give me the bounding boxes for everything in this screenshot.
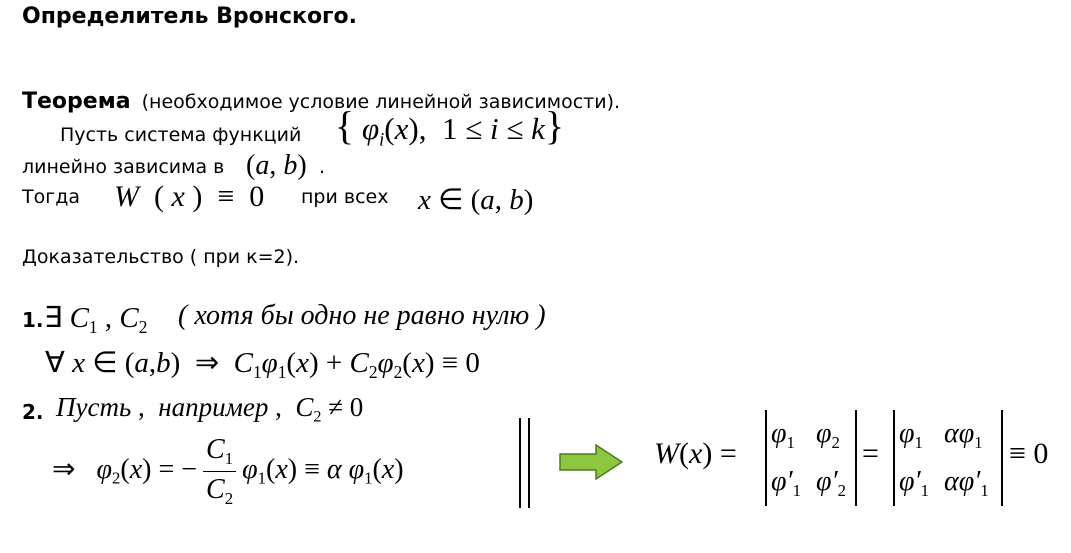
for-all-formula: x ∈ (a, b) <box>418 184 534 216</box>
interval-formula: (a, b) <box>246 150 307 181</box>
equals-sign: = <box>862 437 879 470</box>
theorem-line2-text: линейно зависима в <box>22 156 225 178</box>
step2-text: Пусть , например , $C_2 \ne 0$ <box>56 392 364 426</box>
for-all-label: при всех <box>301 186 389 208</box>
c1-over-c2-fraction: $\frac{C_1}{C_2}$ <box>203 434 236 509</box>
det1-r1c1: $\varphi_1$ <box>771 418 795 452</box>
det2-r1c2: $\alpha\varphi_1$ <box>944 418 983 452</box>
det1-r2c1: $\varphi'_1$ <box>771 466 802 500</box>
step1-note: ( хотя бы одно не равно нулю ) <box>178 300 546 331</box>
step1-line2-formula: ∀ x ∈ (a,b) ⇒ $C_1\varphi_1(x) + C_2\varphi_2(x) \equiv 0$ <box>45 347 480 383</box>
arrow-right-icon <box>558 443 624 481</box>
identically-zero: ≡ 0 <box>1009 437 1049 470</box>
det2-r2c1: $\varphi'_1$ <box>899 466 930 500</box>
conclusion-wronskian: W(x) = <box>654 437 737 470</box>
step1-label: 1. <box>22 308 44 332</box>
page-title: Определитель Вронского. <box>22 4 358 29</box>
step2-formula: ⇒ $\varphi_2(x)$ = − $\frac{C_1}{C_2}$ $\varphi_1(x) \equiv \alpha$ $\varphi_1(x)$ <box>52 434 404 508</box>
det2-r2c2: $\alpha\varphi'_1$ <box>944 466 989 500</box>
step1-formula: ∃ $C_1$ , $C_2$ <box>44 302 148 338</box>
step2-label: 2. <box>22 400 44 424</box>
theorem-note: (необходимое условие линейной зависимости). <box>141 91 621 113</box>
theorem-line2-end: . <box>319 156 326 178</box>
function-system-formula: { $\varphi_i(x)$, 1 ≤ i ≤ k} <box>335 103 565 151</box>
separator-line-right <box>528 418 530 508</box>
proof-heading: Доказательство ( при к=2). <box>22 246 300 268</box>
separator-line-left <box>519 418 521 508</box>
then-label: Тогда <box>22 186 80 208</box>
theorem-heading: Теорема <box>22 89 131 114</box>
det1-r1c2: $\varphi_2$ <box>816 418 840 452</box>
det1-r2c2: $\varphi'_2$ <box>816 466 847 500</box>
det2-r1c1: $\varphi_1$ <box>899 418 923 452</box>
theorem-line1-text: Пусть система функций <box>60 124 302 146</box>
wronskian-zero-formula: W ( x ) ≡ 0 <box>114 180 265 213</box>
